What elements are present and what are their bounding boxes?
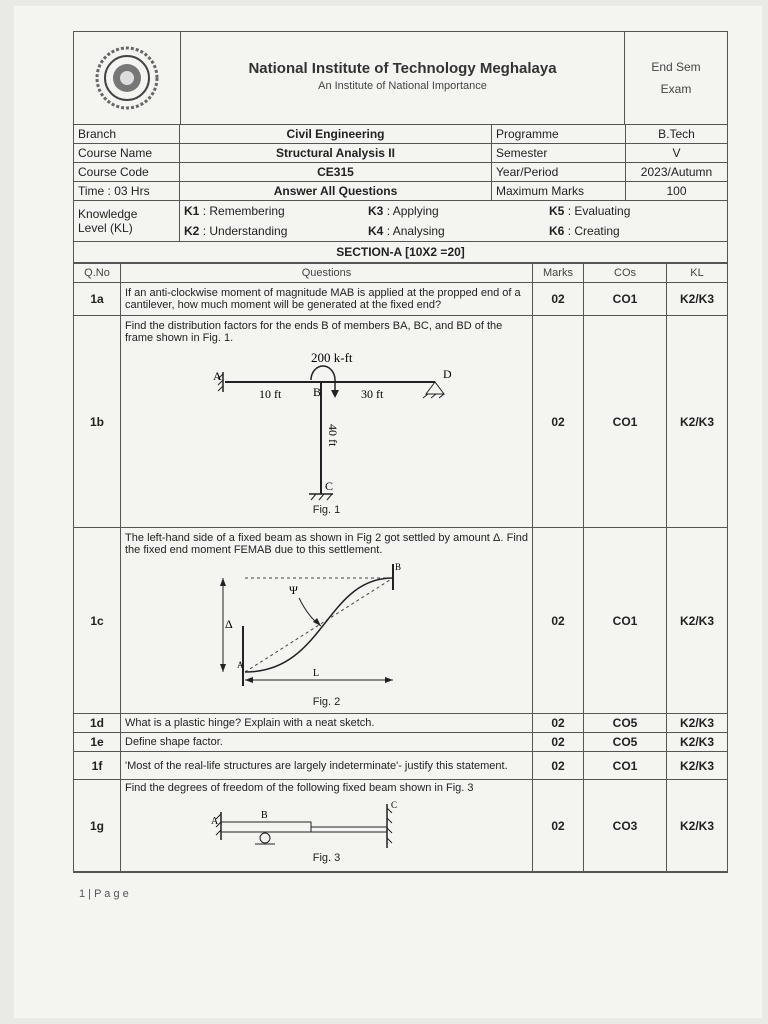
question-row: 1c The left-hand side of a fixed beam as shown in Fig 2 got settled by amount Δ. Find the fixed end moment FEMAB due to this settlement. Ψ Δ A B L Fig. 2 02 CO1 K2/K3 [74,528,727,714]
questions-table [74,263,727,872]
fig1-label-a: A [213,369,222,383]
fig1-dim-bd: 30 ft [361,387,384,401]
figure-caption: Fig. 1 [312,504,341,516]
info-value: Answer All Questions [180,182,492,201]
table-header: Q.No Questions Marks COs KL [74,264,727,283]
info-label: Course Name [74,144,180,163]
fig2-label-a: A [237,660,244,670]
info-value: CE315 [180,163,492,182]
fig1-moment-label: 200 k-ft [311,350,353,365]
figure-caption: Fig. 3 [312,852,341,864]
info-label: Branch [74,125,180,144]
info-label: Semester [492,144,626,163]
exam-type: End Sem Exam [624,32,727,124]
kl-k3: K3 : Applying [368,204,439,218]
info-value: Civil Engineering [180,125,492,144]
fig2-delta: Δ [225,617,233,631]
info-value: 100 [626,182,727,201]
figure-1-frame [125,344,525,504]
fig2-label-l: L [313,668,320,679]
info-value: V [626,144,727,163]
info-label: Programme [492,125,626,144]
figure-caption: Fig. 2 [312,696,341,708]
fig1-dim-ab: 10 ft [259,387,282,401]
kl-k1: K1 : Remembering [184,204,285,218]
section-title: SECTION-A [10X2 =20] [74,242,727,263]
figure-3-beam [125,794,525,852]
fig1-label-c: C [325,479,334,493]
info-label: Course Code [74,163,180,182]
course-info [74,125,727,201]
info-value: B.Tech [626,125,727,144]
fig3-label-a: A [211,816,219,827]
kl-k5: K5 : Evaluating [549,204,631,218]
fig2-psi: Ψ [289,583,298,597]
info-label: Maximum Marks [492,182,626,201]
question-row: 1g Find the degrees of freedom of the following fixed beam shown in Fig. 3 A B C Fig. 3 02 CO3 K2/K3 [74,780,727,872]
kl-k4: K4 : Analysing [368,224,445,238]
institute-logo [74,32,181,124]
kl-k6: K6 : Creating [549,224,620,238]
fig1-label-b: B [313,385,322,399]
info-value: 2023/Autumn [626,163,727,182]
info-value: Structural Analysis II [180,144,492,163]
question-row: 1e Define shape factor. 02 CO5 K2/K3 [74,733,727,752]
question-row: 1f 'Most of the real-life structures are largely indeterminate'- justify this statement. 02 CO1 K2/K3 [74,752,727,780]
question-row: 1a If an anti-clockwise moment of magnitude MAB is applied at the propped end of a cantilever, how much moment will be generated at the fixed end? 02 CO1 K2/K3 [74,283,727,316]
page-footer: 1 | P a g e [79,888,129,900]
exam-sheet [73,31,728,873]
header [74,32,727,125]
figure-2-beam [125,556,525,696]
fig1-dim-bc: 40 ft [326,424,340,447]
kl-k2: K2 : Understanding [184,224,288,238]
institute-subtitle: An Institute of National Importance [318,80,487,92]
fig3-label-c: C [391,800,398,810]
knowledge-levels: Knowledge Level (KL) K1 : Remembering K3 : Applying K5 : Evaluating K2 : Understanding K4 : Analysing K6 : Creating [74,201,727,242]
fig2-label-b: B [395,562,402,572]
fig3-label-b: B [261,810,268,821]
question-row: 1d What is a plastic hinge? Explain with a neat sketch. 02 CO5 K2/K3 [74,714,727,733]
question-row: 1b Find the distribution factors for the ends B of members BA, BC, and BD of the frame shown in Fig. 1. 200 k-ft A B D C 10 ft 30 ft 40 ft Fig. 1 02 CO1 K2/K3 [74,316,727,528]
info-label: Time : 03 Hrs [74,182,180,201]
institute-name: National Institute of Technology Meghalaya [248,60,557,77]
fig1-label-d: D [443,367,452,381]
info-label: Year/Period [492,163,626,182]
